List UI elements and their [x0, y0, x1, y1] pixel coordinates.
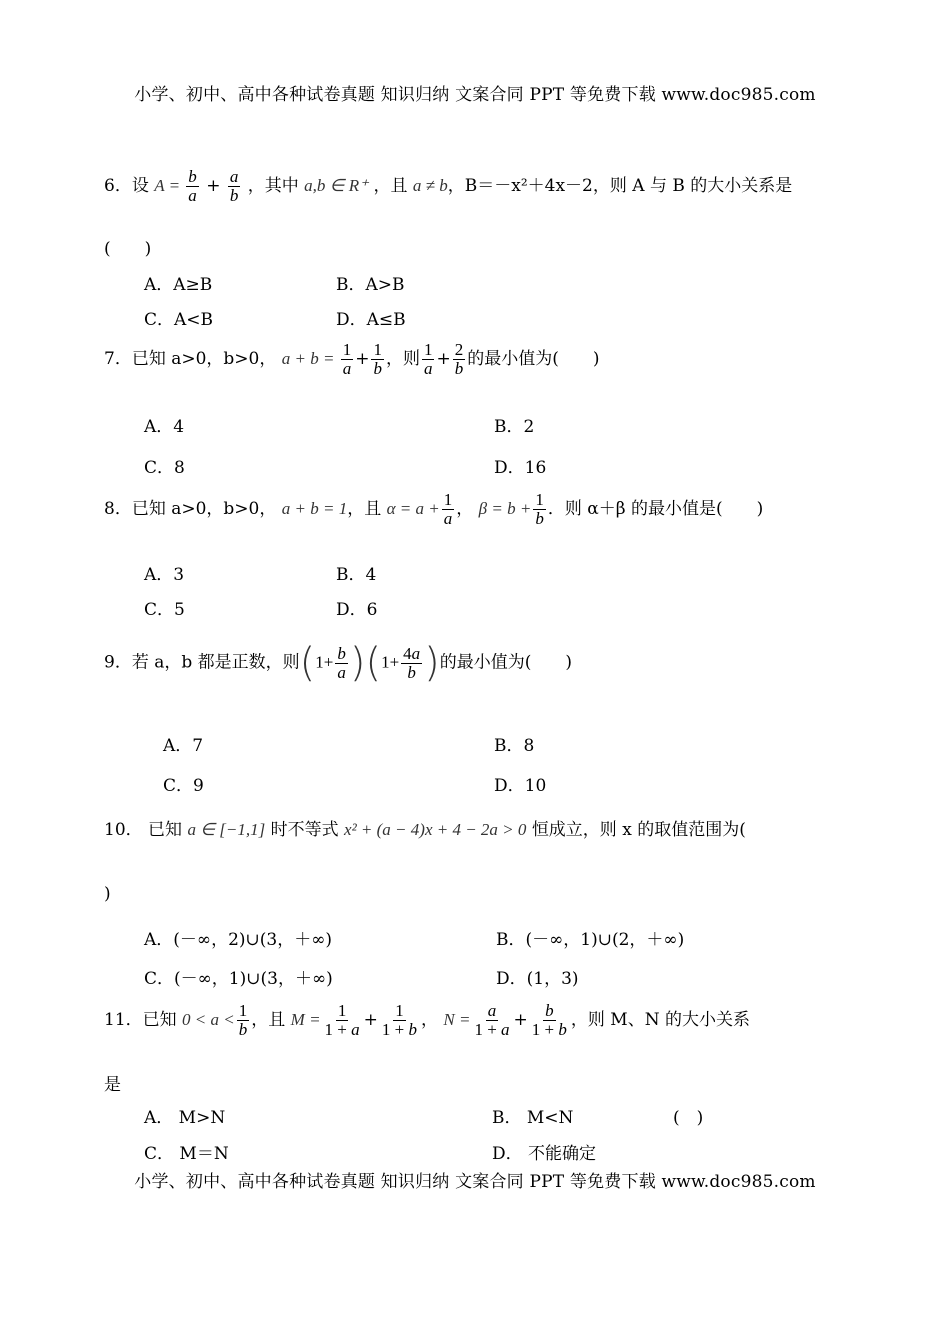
q8-option-b: B．4: [336, 565, 377, 585]
q6-neq: a ≠ b: [412, 175, 448, 195]
q9-rparen-1: ): [349, 640, 366, 686]
q11-frac-b-over-1plusb: $\frac{b}{1 + b}$: [531, 1001, 567, 1039]
q10-option-a: A．(－∞，2)∪(3，＋∞): [144, 930, 333, 950]
page-footer: 小学、初中、高中各种试卷真题 知识归纳 文案合同 PPT 等免费下载 www.doc985.com: [134, 1172, 816, 1192]
q6-number: 6．设: [104, 175, 149, 196]
q11-rest: ，则 M、N 的大小关系: [570, 1009, 750, 1030]
q8-rest: ．则 α＋β 的最小值是( ): [547, 498, 764, 519]
q8-alpha: α = a +: [386, 498, 440, 518]
q10-close: ): [104, 884, 111, 904]
q6-option-a: A．A≥B: [144, 275, 213, 295]
q7-option-a: A．4: [144, 417, 185, 437]
q11-option-a: A． M>N: [144, 1108, 226, 1128]
q6-option-d: D．A≤B: [336, 310, 406, 330]
q7-frac-1-over-a: $\frac{1}{a}$: [342, 340, 352, 378]
q6-cond: a,b ∈ R⁺: [304, 175, 369, 195]
q7-rest: 的最小值为( ): [467, 348, 600, 369]
q9-option-a: A．7: [163, 736, 204, 756]
q10-rest: 恒成立，则 x 的取值范围为(: [531, 820, 746, 840]
q8-option-c: C．5: [144, 600, 185, 620]
q7-then: ，则: [385, 348, 420, 369]
q7-number: 7．已知 a>0，b>0，: [104, 348, 277, 369]
q10-option-c: C．(－∞，1)∪(3，＋∞): [144, 969, 333, 989]
q6-var-a: A: [154, 175, 165, 195]
q7-frac-1-over-a-2: $\frac{1}{a}$: [423, 340, 433, 378]
q11-number: 11．已知: [104, 1009, 177, 1030]
q10-ineq: x² + (a − 4)x + 4 − 2a > 0: [344, 820, 527, 839]
q10-number: 10． 已知: [104, 820, 183, 840]
q8-beta: β = b +: [478, 498, 532, 518]
q9-frac-4a-over-b: $\frac{4a}{b}$: [403, 643, 421, 682]
q7-option-c: C．8: [144, 458, 185, 478]
q6-frac-b-over-a: $\frac{b}{a}$: [188, 167, 197, 205]
q6-option-b: B．A>B: [336, 275, 405, 295]
q6-mid1: ，其中: [247, 175, 299, 196]
q8-option-a: A．3: [144, 565, 185, 585]
question-10: [104, 815, 746, 840]
q8-frac-1-over-b: $\frac{1}{b}$: [535, 490, 544, 528]
q11-n: N =: [443, 1009, 471, 1029]
q11-frac-1-over-1plusb: $\frac{1}{1 + b}$: [381, 1001, 417, 1039]
question-8: 8．已知 a>0，b>0， a + b = 1，且 α = a + $\frac{1}{a}$ ， β = b + $\frac{1}{b}$ ．则 α＋β 的最小值是( ): [104, 490, 764, 528]
q11-option-b: B． M<N: [492, 1108, 574, 1128]
q6-frac-a-over-b: $\frac{a}{b}$: [229, 167, 239, 205]
q9-frac-b-over-a: $\frac{b}{a}$: [337, 643, 346, 682]
q11-option-c: C． M＝N: [144, 1144, 229, 1164]
page-header: 小学、初中、高中各种试卷真题 知识归纳 文案合同 PPT 等免费下载 www.doc985.com: [134, 85, 816, 105]
q9-option-b: B．8: [494, 736, 535, 756]
q10-option-b: B．(－∞，1)∪(2，＋∞): [496, 930, 685, 950]
q6-mid2: ，且: [373, 175, 408, 196]
question-7: 7．已知 a>0，b>0， a + b = $\frac{1}{a}$ + $\frac{1}{b}$ ，则 $\frac{1}{a}$ + $\frac{2}{b}$ 的最小值为( ): [104, 340, 600, 378]
q11-cond: 0 < a <: [182, 1009, 235, 1029]
q8-frac-1-over-a: $\frac{1}{a}$: [443, 490, 453, 528]
q11-frac-a-over-1plusa: $\frac{a}{1 + a}$: [474, 1001, 510, 1039]
q6-paren: ( ): [104, 239, 152, 259]
q10-cond: a ∈ [−1,1]: [187, 820, 266, 839]
q7-frac-1-over-b: $\frac{1}{b}$: [373, 340, 382, 378]
q11-paren: ( ): [673, 1108, 704, 1128]
q11-option-d: D． 不能确定: [492, 1144, 597, 1164]
q11-frac-1-over-1plusa: $\frac{1}{1 + a}$: [324, 1001, 360, 1039]
q7-option-d: D．16: [494, 458, 547, 478]
q9-option-c: C．9: [163, 776, 204, 796]
q9-rest: 的最小值为( ): [439, 652, 573, 673]
q8-option-d: D．6: [336, 600, 378, 620]
q6-rest: ，B＝－x²＋4x－2，则 A 与 B 的大小关系是: [447, 175, 793, 196]
question-11: 11．已知 0 < a < $\frac{1}{b}$ ，且 M = $\frac{1}{1 + a}$ + $\frac{1}{1 + b}$ ， N = $\frac{a}{1 + a}$ + $\frac{b}{1 + b}$ ，则 M、N 的大小关系: [104, 1001, 750, 1039]
q8-and: ，且: [347, 498, 382, 519]
question-6: [104, 168, 792, 205]
q11-frac-1-over-b: $\frac{1}{b}$: [238, 1001, 248, 1039]
q7-frac-2-over-b: $\frac{2}{b}$: [454, 340, 464, 378]
q9-option-d: D．10: [494, 776, 547, 796]
q6-eq-sign: =: [164, 175, 185, 195]
q10-mid: 时不等式: [270, 820, 339, 840]
q8-eq: a + b = 1: [281, 498, 348, 518]
q11-and: ，且: [251, 1009, 286, 1030]
question-9: 9．若 a，b 都是正数，则(1+ $\frac{b}{a}$ )(1+ $\frac{4a}{b}$ )的最小值为( ): [104, 640, 573, 686]
q11-cont: 是: [104, 1075, 121, 1095]
q9-number: 9．若 a，b 都是正数，则: [104, 652, 300, 673]
q9-lparen-1: (: [299, 640, 316, 686]
q9-lparen-2: (: [365, 640, 382, 686]
q6-plus: +: [200, 175, 226, 196]
q7-option-b: B．2: [494, 417, 535, 437]
q8-number: 8．已知 a>0，b>0，: [104, 498, 277, 519]
q10-option-d: D．(1，3): [496, 969, 579, 989]
q11-m: M =: [290, 1009, 321, 1029]
q7-lhs: a + b =: [281, 348, 339, 368]
q6-option-c: C．A<B: [144, 310, 214, 330]
q9-rparen-2: ): [424, 640, 440, 686]
